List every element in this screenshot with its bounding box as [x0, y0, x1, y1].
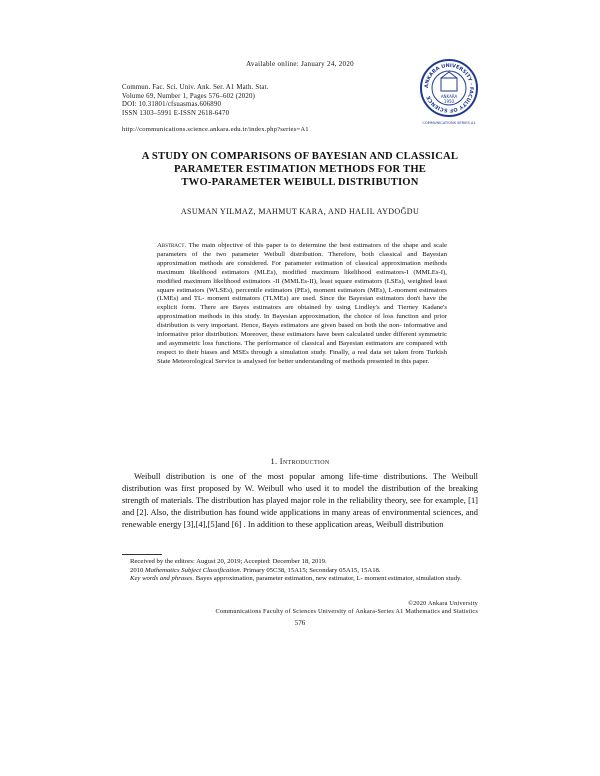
svg-text:ANKARA UNIVERSITY · FACULTY OF [424, 63, 474, 113]
body-paragraph: Weibull distribution is one of the most popular among life-time distributions. The Weibull distribution was first proposed by W. Weibull who used it to model the distribution of the breaking strength of materials. The distribution has played major role in the reliability theory, see for example, [1] and [2]. Also, the distribution has found wide applications in many areas of environmental sciences, and renewable energy [3],[4],[5]and [6] . In addition to these application areas, Weibull distribution [122, 471, 478, 529]
logo-year: 1950 [443, 99, 455, 104]
journal-line: DOI: 10.31801/cfsuasmas.606890 [122, 101, 222, 108]
author-list: ASUMAN YILMAZ, MAHMUT KARA, AND HALIL AYDOĞDU [180, 207, 420, 216]
copyright-notice [122, 600, 478, 615]
journal-line: ISSN 1303–5991 E-ISSN 2618-6470 [122, 109, 230, 117]
footnote-keywords [122, 575, 478, 584]
university-seal-logo [419, 58, 479, 132]
abstract-label: Abstract. [157, 242, 187, 249]
footnote-received: Received by the editors: August 20, 2019; Accepted: December 18, 2019. [130, 558, 327, 565]
title-line: PARAMETER ESTIMATION METHODS FOR THE [173, 164, 427, 175]
msc-label: Mathematics Subject Classification. [145, 566, 242, 574]
journal-line: Commun. Fac. Sci. Univ. Ank. Ser. A1 Math. Stat. [122, 84, 269, 91]
msc-text: Primary 05C38, 15A15; Secondary 05A15, 15A18. [241, 566, 381, 574]
section-number: 1. [270, 457, 280, 466]
journal-line: Volume 69, Number 1, Pages 576–602 (2020) [122, 92, 256, 100]
keywords-text: Bayes approximation, parameter estimation, new estimator, L- moment estimator, simulation study. [194, 575, 462, 583]
copyright-line: ©2020 Ankara University [408, 600, 478, 607]
paper-title [110, 150, 490, 189]
footnote-divider [122, 554, 162, 555]
body-text [122, 470, 478, 530]
title-line: A STUDY ON COMPARISONS OF BAYESIAN AND CLASSICAL [141, 151, 459, 162]
title-line: TWO-PARAMETER WEIBULL DISTRIBUTION [181, 177, 419, 188]
logo-center-text: ANKARA [440, 94, 458, 99]
logo-footer-text: COMMUNICATIONS SERIES A1 [422, 121, 476, 125]
abstract-text: The main objective of this paper is to determine the best estimators of the shape and scale parameters of the two parameter Weibull distribution. Therefore, both classical and Bayesian approximation methods are considered. For parameter estimation of classical approximation methods maximum likelihood estimators (MLEs), modified maximum likelihood estimators-I (MMLEs-I), modified maximum likelihood estimators -II (MMLEs-II), least square estimators (LSEs), weighted least square estimators (WLSEs), percentile estimators (PEs), moment estimators (MEs), L-moment estimators (LMEs) and TL- moment estimators (TLMEs) are used. Since the Bayesian estimators don't have the explicit form. There are Bayes estimators are obtained by using Lindley's and Tierney Kadane's approximation methods in this study. In Bayesian approximation, the choice of loss function and prior distribution is very important. Hence, Bayes estimators are given based on both the non- informative and informative prior distribution. Moreover, these estimators have been calculated under different symmetric and asymmetric loss functions. The performance of classical and Bayesian estimators are compared with respect to their biases and MSEs through a simulation study. Finally, a real data set taken from Turkish State Meteorological Service is analysed for better understanding of methods presented in this paper. [157, 242, 447, 365]
section-title: Introduction [279, 457, 330, 466]
copyright-line: Communications Faculty of Sciences University of Ankara-Series A1 Mathematics and Statistics [215, 607, 478, 615]
keywords-label: Key words and phrases. [130, 575, 195, 583]
footnote-msc [122, 567, 478, 576]
journal-url-link[interactable]: http://communications.science.ankara.edu.tr/index.php?series=A1 [122, 126, 309, 133]
footnotes [122, 558, 478, 584]
section-heading [0, 457, 600, 466]
journal-info [122, 84, 269, 118]
abstract [157, 242, 447, 367]
availability-date: Available online: January 24, 2020 [246, 60, 354, 68]
msc-prefix: 2010 [130, 566, 146, 574]
page-number: 576 [294, 619, 306, 627]
logo-ring-text: ANKARA UNIVERSITY · FACULTY OF SCIENCE [423, 62, 475, 114]
